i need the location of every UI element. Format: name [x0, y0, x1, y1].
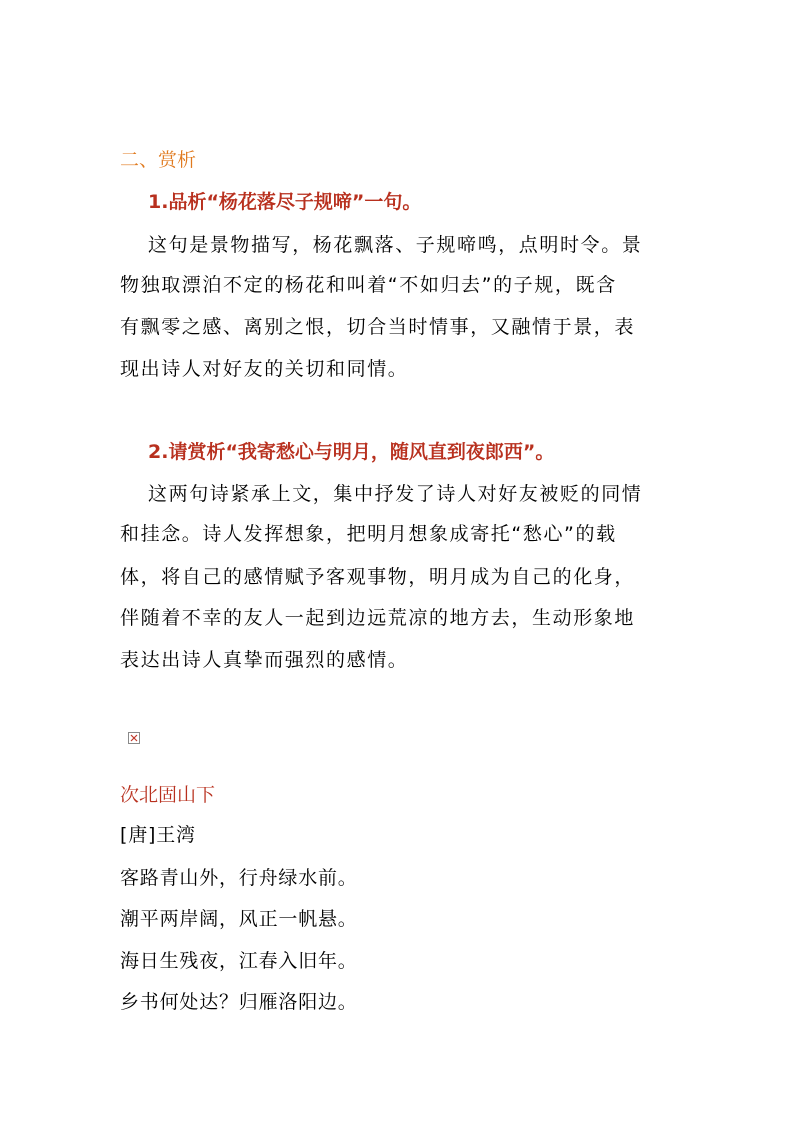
- section-heading: 二、赏析: [120, 149, 197, 171]
- answer-2-line-2: 和挂念。诗人发挥想象，把明月想象成寄托“愁心”的载: [120, 523, 617, 545]
- poem-line-4: 乡书何处达？归雁洛阳边。: [120, 991, 358, 1013]
- answer-2-line-1: 这两句诗紧承上文，集中抒发了诗人对好友被贬的同情: [148, 483, 643, 505]
- broken-image-icon: [128, 732, 140, 744]
- poem-line-2: 潮平两岸阔，风正一帆悬。: [120, 908, 358, 930]
- question-2-title: 2.请赏析“我寄愁心与明月，随风直到夜郎西”。: [148, 441, 555, 463]
- answer-1-line-4: 现出诗人对好友的关切和同情。: [120, 358, 409, 380]
- poem-line-1: 客路青山外，行舟绿水前。: [120, 867, 358, 889]
- broken-image-x-icon: [130, 734, 138, 742]
- answer-2-line-5: 表达出诗人真挚而强烈的感情。: [120, 649, 409, 671]
- poem-author: [唐]王湾: [120, 824, 196, 846]
- answer-1-line-1: 这句是景物描写，杨花飘落、子规啼鸣，点明时令。景: [148, 234, 643, 256]
- answer-1-line-3: 有飘零之感、离别之恨，切合当时情事，又融情于景，表: [120, 316, 636, 338]
- poem-title: 次北固山下: [120, 784, 216, 806]
- question-1-title: 1.品析“杨花落尽子规啼”一句。: [148, 191, 422, 213]
- answer-1-line-2: 物独取漂泊不定的杨花和叫着“不如归去”的子规，既含: [120, 274, 617, 296]
- poem-line-3: 海日生残夜，江春入旧年。: [120, 950, 358, 972]
- answer-2-line-4: 伴随着不幸的友人一起到边远荒凉的地方去，生动形象地: [120, 607, 636, 629]
- answer-2-line-3: 体，将自己的感情赋予客观事物，明月成为自己的化身，: [120, 566, 636, 588]
